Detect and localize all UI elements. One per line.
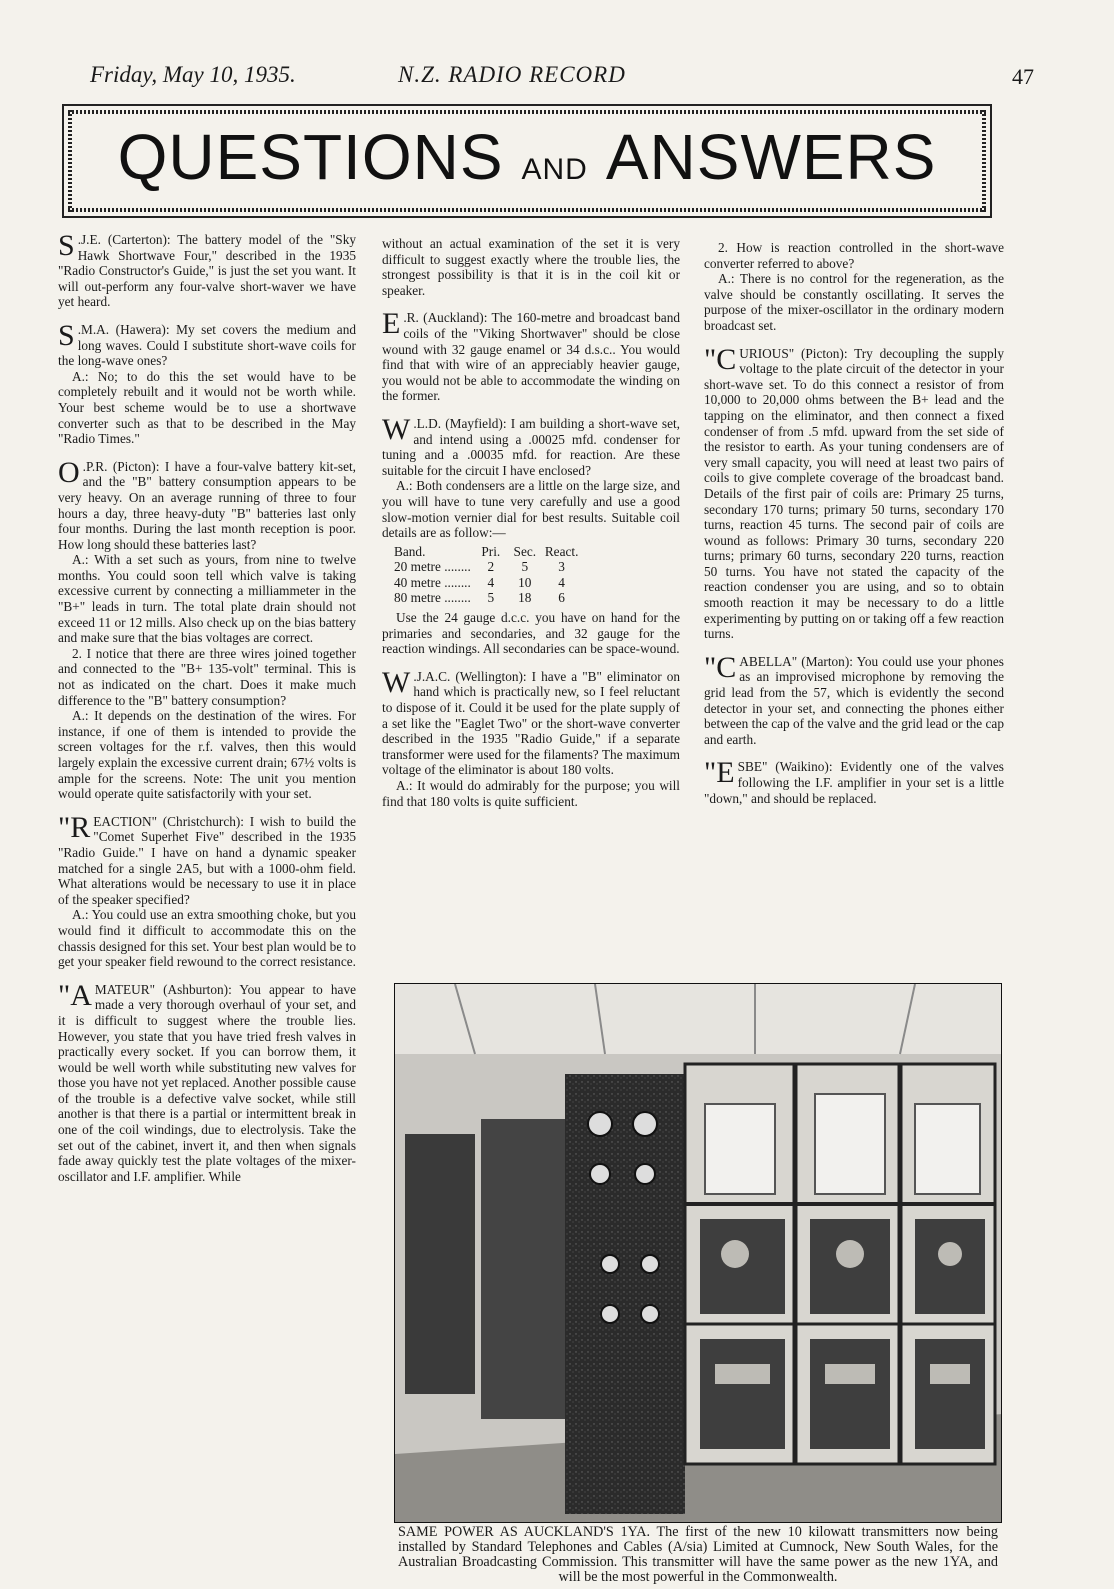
table-cell: 4 [558,574,565,590]
question-text: SBE" (Waikino): Evidently one of the valves following the I.F. amplifier in your set is a little "down," and should be replaced. [704,759,1004,806]
question-text: .J.A.C. (Wellington): I have a "B" eliminator on hand which is practically new, so I feel reluctant to dispose of it. Could it be used for the plate supply of a set like the "Eaglet Two" or the short-wave converter described in the 1935 "Radio Guide," if a separate transformer were used for the filaments? The maximum voltage of the eliminator is about 180 volts. [382,668,680,778]
continued-text: without an actual examination of the set it is very difficult to suggest exactly where the trouble lies, the strongest possibility is that it is in the coil kit or speaker. [382,236,680,298]
page-header [80,58,1034,98]
question-text: 2. How is reaction controlled in the short-wave converter referred to above? [704,240,1004,271]
coil-table [394,544,584,606]
drop-cap: S [58,229,75,262]
drop-cap: "A [58,978,92,1012]
qa-item [58,318,356,447]
title-and: AND [521,153,588,186]
column-3 [704,240,1004,818]
qa-item [382,665,680,809]
caption-lead: SAME POWER AS AUCKLAND'S 1YA. [398,1524,651,1540]
table-cell: 18 [518,590,532,606]
transmitter-photo-illustration [395,984,1002,1523]
table-row [394,575,584,591]
answer-text: A.: It would do admirably for the purpose; you will find that 180 volts is quite sufficient. [382,778,680,809]
transmitter-photo [394,983,1002,1523]
table-cell: 20 metre ........ [394,559,471,575]
section-title [64,120,990,194]
drop-cap: "C [704,650,737,684]
drop-cap: E [382,307,401,341]
question-text: .R. (Auckland): The 160-metre and broadcast band coils of the "Viking Shortwaver" should be close wound with 32 gauge enamel or 34 d.s.c.. You would find that with wire of an appreciably heavier gauge, you would not be able to accommodate the winding on the former. [382,310,680,404]
drop-cap: S [58,318,75,352]
answer-text: A.: No; to do this the set would have to be completely rebuilt and it would not be worth while. Your best scheme would be to use a shortwave converter such as that to be described in the May "Radio Times." [58,368,356,447]
table-header: Sec. [513,543,537,559]
table-cell: 6 [558,590,565,606]
photo-caption [398,1525,998,1585]
drop-cap: W [382,665,411,699]
table-cell: 10 [518,574,532,590]
question-text: .P.R. (Picton): I have a four-valve battery kit-set, and the "B" battery consumption appears to be very heavy. On an average running of three to four hours a day, three heavy-duty "B" batteries last only four months. During the last month reception is poor. How long should these batteries last? [58,458,356,552]
qa-item [58,455,356,802]
qa-item [382,412,680,657]
table-row [394,590,584,606]
table-cell: 5 [521,559,529,575]
table-cell: 3 [558,559,565,575]
drop-cap: "C [704,342,737,376]
table-header: Band. [394,543,426,559]
question-text: .J.E. (Carterton): The battery model of the "Sky Hawk Shortwave Four," described in the 1935 "Radio Constructor's Guide," is just the set you want. It will out-perform any four-valve short-waver we have yet heard. [58,232,356,310]
qa-item [382,236,680,298]
answer-text: Use the 24 gauge d.c.c. you have on hand for the primaries and secondaries, and 32 gauge for the reaction windings. All secondaries can be space-wound. [382,610,680,657]
answer-text: A.: There is no control for the regeneration, as the valve should be constantly oscillating. It serves the purpose of the mixer-oscillator in the ordinary modern broadcast set. [704,271,1004,333]
question-text: URIOUS" (Picton): Try decoupling the supply voltage to the plate circuit of the detector in your short-wave set. To do this connect a resistor of from 10,000 to 20,000 ohms between the B+ lead and the tapping on the eliminator, and then connect a fixed condenser of from .5 mfd. upward from the set side of the resistor to earth. As your tuning condensers are of very small capacity, you will need at least two pairs of coils to give complete coverage of the broadcast band. Details of the first pair of coils are: Primary 25 turns, secondary 170 turns; primary 50 turns, secondary 170 turns, reaction 45 turns. The second pair of coils are wound as follows: Primary 30 turns, secondary 220 turns; primary 60 turns, secondary 220 turns, reaction 50 turns. You have not stated the capacity of the reaction condenser you are using, and so to obtain smooth reaction it may be necessary to do a little experimenting by putting on or taking off a few reaction turns. [704,345,1004,642]
drop-cap: W [382,412,411,446]
table-cell: 4 [487,574,495,590]
table-header: Pri. [481,543,501,559]
qa-item [704,342,1004,642]
qa-item [58,229,356,310]
issue-date: Friday, May 10, 1935. [90,62,296,87]
column-2 [382,236,680,821]
answer-text: A.: You could use an extra smoothing choke, but you would find it difficult to accommodate this on the chassis designed for this set. Your best plan would be to get your speaker field rewound to the correct resistance. [58,907,356,970]
table-header-row [394,544,584,560]
qa-item [382,307,680,404]
drop-cap: O [58,455,80,489]
question-text: ABELLA" (Marton): You could use your phones as an improvised microphone by removing the grid lead from the 57, which is evidently the second detector in your set, and connecting the phones either between the cap of the valve and the grid lead or the cap and earth. [704,653,1004,747]
question-text: 2. I notice that there are three wires joined together and connected to the "B+ 135-volt" terminal. This is not as indicated on the chart. Does it make much difference to the "B" battery consumption? [58,645,356,708]
title-questions: QUESTIONS [117,121,504,193]
table-cell: 2 [487,559,495,575]
publication-name: N.Z. RADIO RECORD [398,62,626,87]
drop-cap: "R [58,810,91,844]
table-cell: 5 [487,590,495,606]
section-banner [62,104,992,218]
page-number: 47 [1012,64,1034,89]
table-header: React. [544,543,579,559]
qa-item [58,978,356,1185]
question-text: MATEUR" (Ashburton): You appear to have made a very thorough overhaul of your set, and it is difficult to suggest where the trouble lies. However, you state that you have tried fresh valves in practically every socket. If you can borrow them, it would be well worth while substituting new valves for those you have not yet replaced. Another possible cause of the trouble is a defective valve socket, while still another is that there is a partial or intermittent break in one of the coil windings, due to electrolysis. Take the set out of the cabinet, invert it, and then when signals fade away quickly test the plate voltages of the mixer-oscillator and I.F. amplifier. While [58,981,356,1184]
question-text: .L.D. (Mayfield): I am building a short-wave set, and intend using a .00025 mfd. condenser for tuning and a .00035 mfd. for reaction. Are these suitable for the circuit I have enclosed? [382,415,680,478]
qa-item [704,240,1004,334]
question-text: .M.A. (Hawera): My set covers the medium and long waves. Could I substitute short-wave coils for the long-wave ones? [58,321,356,369]
column-1 [58,229,356,1196]
drop-cap: "E [704,756,735,790]
answer-text: A.: With a set such as yours, from nine to twelve months. You could soon tell which valve is taking excessive current by connecting a milliammeter in the "B+" leads in turn. The total plate drain should not exceed 11 or 12 mills. Also check up on the bias battery and make sure that the bias voltages are correct. [58,552,356,646]
answer-text: A.: Both condensers are a little on the large size, and you will have to tune very carefully and use a good slow-motion vernier dial for best results. Suitable coil details are as follow:— [382,478,680,541]
answer-text: A.: It depends on the destination of the wires. For instance, if one of them is intended to provide the screen voltages for the r.f. valves, then this would largely explain the excessive current drain; 67½ volts is ample for the screens. Note: The unit you mention would operate quite satisfactorily with your set. [58,708,356,802]
caption-text: The first of the new 10 kilowatt transmitters now being installed by Standard Telephones and Cables (A/sia) Limited at Cumnock, New South Wales, for the Australian Broadcasting Commission. This transmitter will have the same power as the new 1YA, and will be the most powerful in the Commonwealth. [398,1524,998,1585]
table-cell: 80 metre ........ [394,590,471,606]
qa-item [58,810,356,970]
qa-item [704,650,1004,748]
table-row [394,559,584,575]
title-answers: ANSWERS [605,121,937,193]
table-cell: 40 metre ........ [394,574,471,590]
qa-item [704,756,1004,806]
question-text: EACTION" (Christchurch): I wish to build the "Comet Superhet Five" described in the 1935 "Radio Guide." I have on hand a dynamic speaker matched for a single 2A5, but with a 1000-ohm field. What alterations would be necessary to use it in place of the speaker specified? [58,813,356,907]
